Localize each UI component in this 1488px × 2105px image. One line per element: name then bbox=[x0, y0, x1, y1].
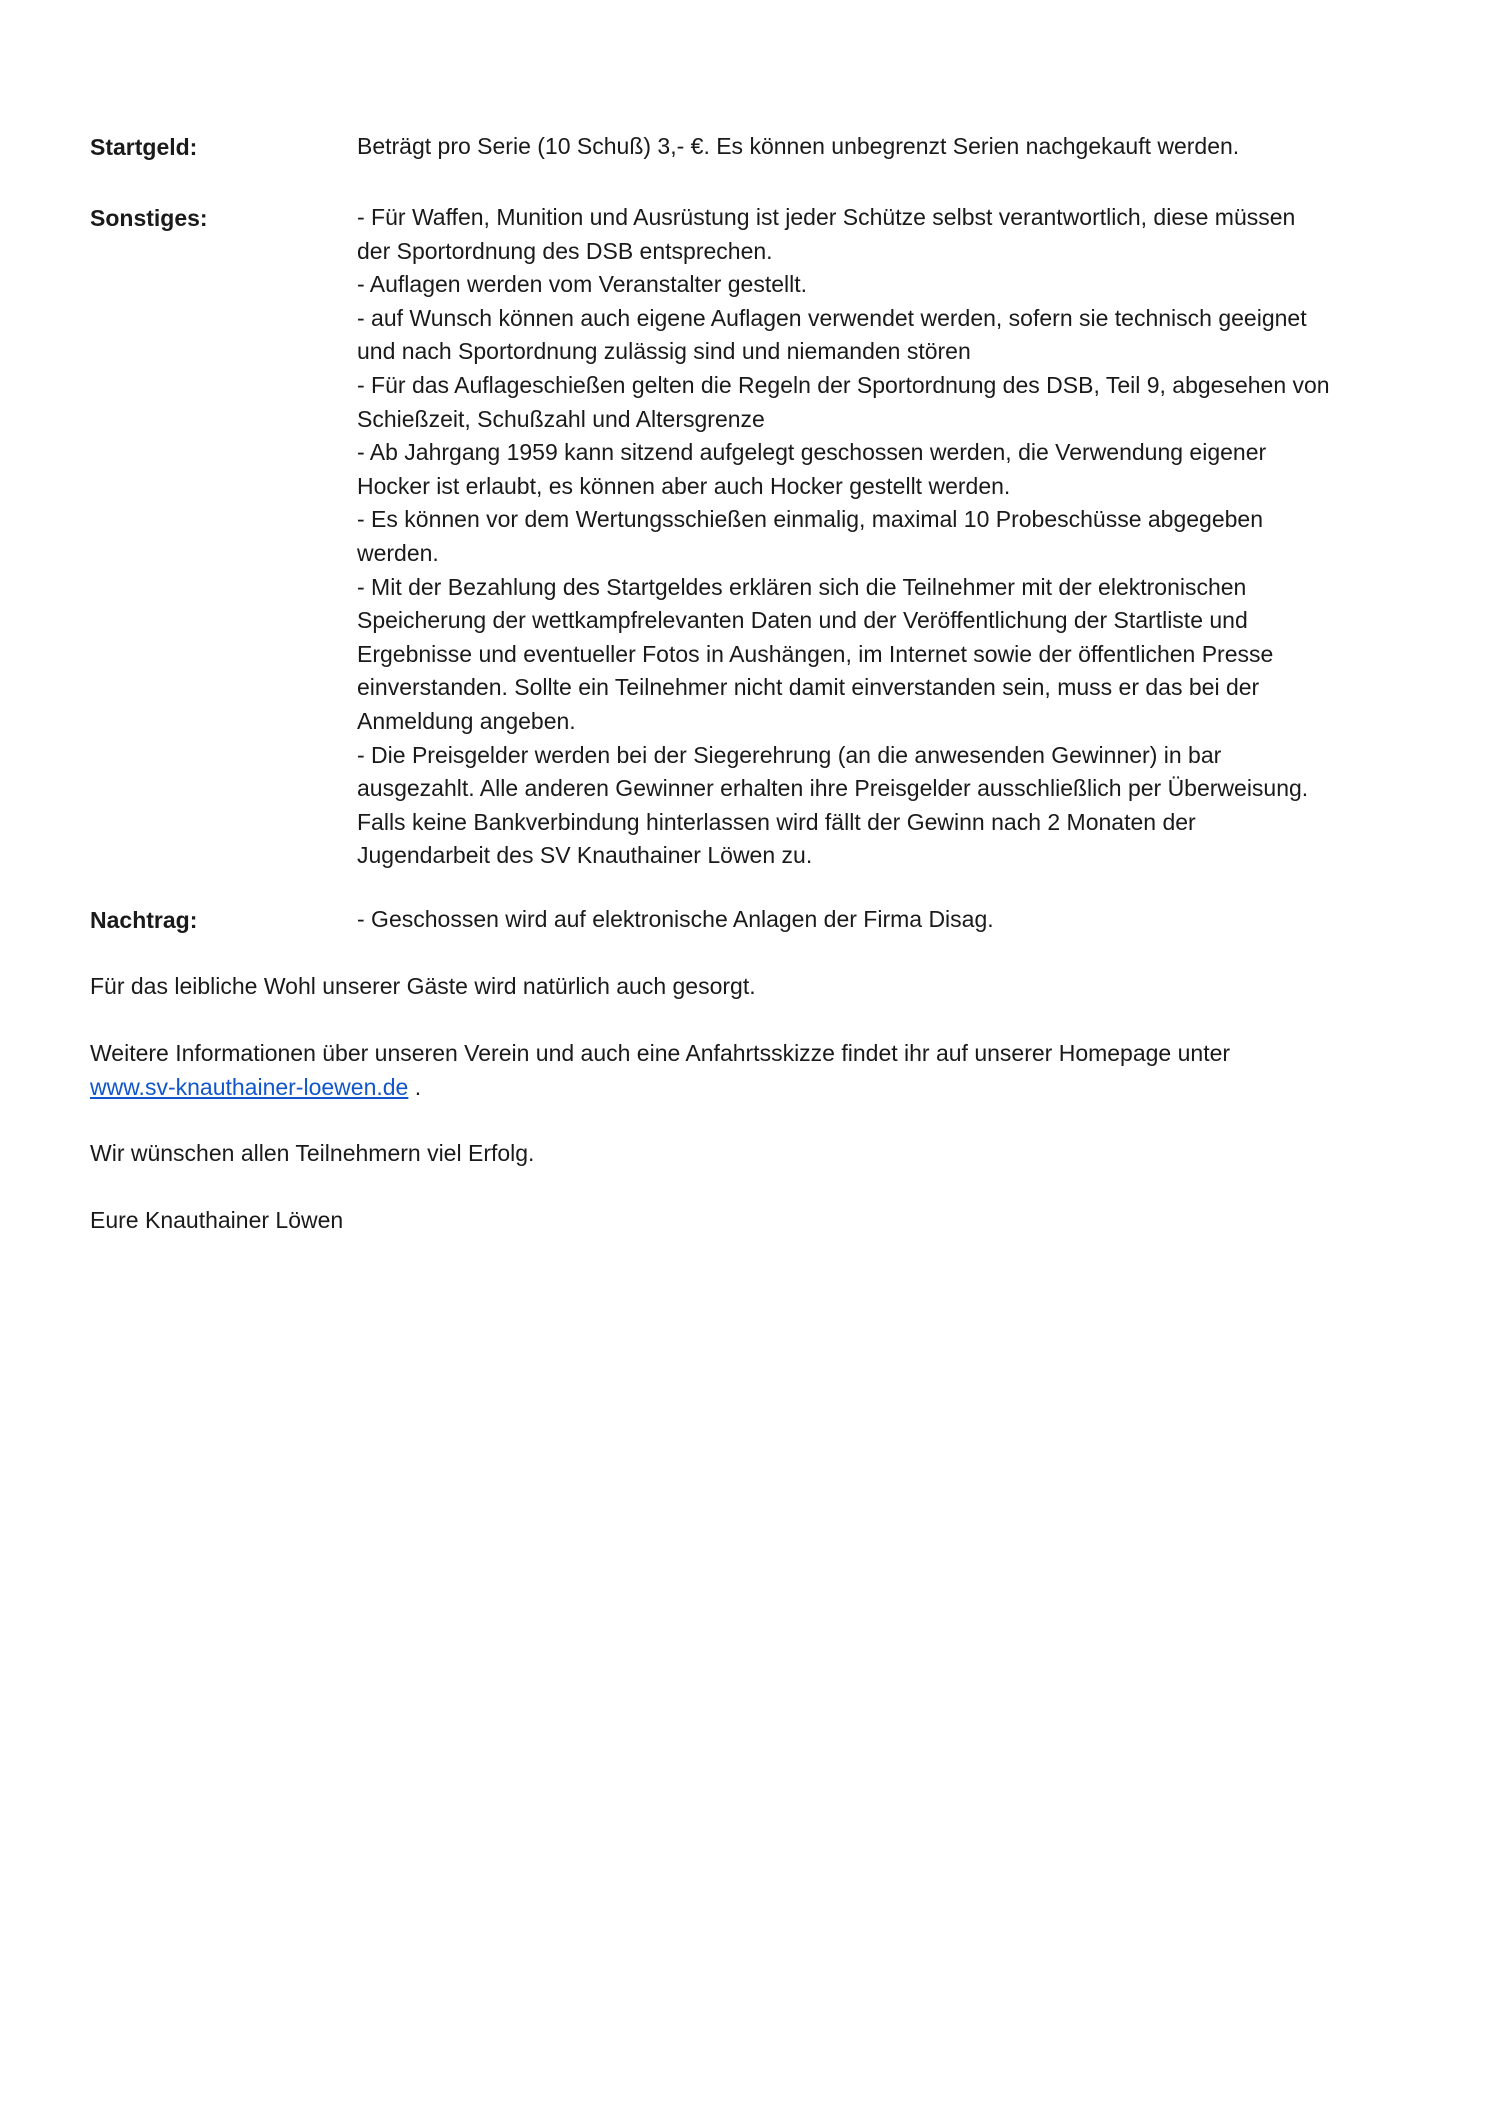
startgeld-line: Beträgt pro Serie (10 Schuß) 3,- €. Es können unbegrenzt Serien nachgekauft werden. bbox=[357, 133, 1240, 159]
sonstiges-line: - Mit der Bezahlung des Startgeldes erklären sich die Teilnehmer mit der elektronischen bbox=[357, 573, 1247, 600]
sonstiges-line: - auf Wunsch können auch eigene Auflagen verwendet werden, sofern sie technisch geeignet bbox=[357, 304, 1307, 331]
sonstiges-text bbox=[357, 201, 1488, 873]
wishes-paragraph bbox=[90, 1137, 1410, 1171]
sonstiges-line: - Auflagen werden vom Veranstalter gestellt. bbox=[357, 271, 808, 298]
sonstiges-line: - Für das Auflageschießen gelten die Regeln der Sportordnung des DSB, Teil 9, abgesehen von bbox=[357, 371, 1330, 398]
sonstiges-line: - Für Waffen, Munition und Ausrüstung ist jeder Schütze selbst verantwortlich, diese müssen bbox=[357, 204, 1296, 230]
sonstiges-line: Speicherung der wettkampfrelevanten Daten und der Veröffentlichung der Startliste und bbox=[357, 607, 1248, 634]
sonstiges-line: - Es können vor dem Wertungsschießen einmalig, maximal 10 Probeschüsse abgegeben bbox=[357, 506, 1264, 533]
sonstiges-line: der Sportordnung des DSB entsprechen. bbox=[357, 237, 773, 264]
homepage-link[interactable]: www.sv-knauthainer-loewen.de bbox=[90, 1073, 409, 1100]
sonstiges-line: - Die Preisgelder werden bei der Siegerehrung (an die anwesenden Gewinner) in bar bbox=[357, 741, 1222, 768]
sonstiges-line: Jugendarbeit des SV Knauthainer Löwen zu. bbox=[357, 842, 813, 869]
sonstiges-line: Hocker ist erlaubt, es können aber auch Hocker gestellt werden. bbox=[357, 472, 1011, 499]
nachtrag-text bbox=[357, 903, 1488, 937]
info-link-line bbox=[90, 1071, 1410, 1105]
signature-text: Eure Knauthainer Löwen bbox=[90, 1207, 344, 1233]
sonstiges-line: und nach Sportordnung zulässig sind und niemanden stören bbox=[357, 338, 971, 365]
startgeld-text bbox=[357, 130, 1488, 164]
sonstiges-line: - Ab Jahrgang 1959 kann sitzend aufgelegt geschossen werden, die Verwendung eigener bbox=[357, 439, 1267, 466]
startgeld-label: Startgeld: bbox=[90, 134, 198, 160]
wishes-text: Wir wünschen allen Teilnehmern viel Erfolg. bbox=[90, 1140, 535, 1166]
info-paragraph bbox=[90, 1037, 1410, 1104]
nachtrag-line: - Geschossen wird auf elektronische Anlagen der Firma Disag. bbox=[357, 906, 994, 932]
sonstiges-line: werden. bbox=[357, 539, 439, 566]
nachtrag-label: Nachtrag: bbox=[90, 907, 198, 933]
info-text: Weitere Informationen über unseren Verein und auch eine Anfahrtsskizze findet ihr auf unserer Homepage unter bbox=[90, 1040, 1231, 1066]
sonstiges-line: einverstanden. Sollte ein Teilnehmer nicht damit einverstanden sein, muss er das bei der bbox=[357, 674, 1260, 701]
sonstiges-line: Falls keine Bankverbindung hinterlassen wird fällt der Gewinn nach 2 Monaten der bbox=[357, 808, 1196, 835]
catering-text: Für das leibliche Wohl unserer Gäste wird natürlich auch gesorgt. bbox=[90, 973, 756, 999]
sonstiges-label: Sonstiges: bbox=[90, 205, 208, 231]
signature-paragraph bbox=[90, 1204, 1410, 1238]
info-suffix: . bbox=[408, 1073, 422, 1100]
sonstiges-line: Schießzeit, Schußzahl und Altersgrenze bbox=[357, 405, 765, 432]
sonstiges-line: Anmeldung angeben. bbox=[357, 707, 576, 734]
sonstiges-line: ausgezahlt. Alle anderen Gewinner erhalten ihre Preisgelder ausschließlich per Überweisung. bbox=[357, 775, 1309, 802]
sonstiges-line: Ergebnisse und eventueller Fotos in Aushängen, im Internet sowie der öffentlichen Presse bbox=[357, 640, 1274, 667]
catering-paragraph bbox=[90, 970, 1410, 1004]
